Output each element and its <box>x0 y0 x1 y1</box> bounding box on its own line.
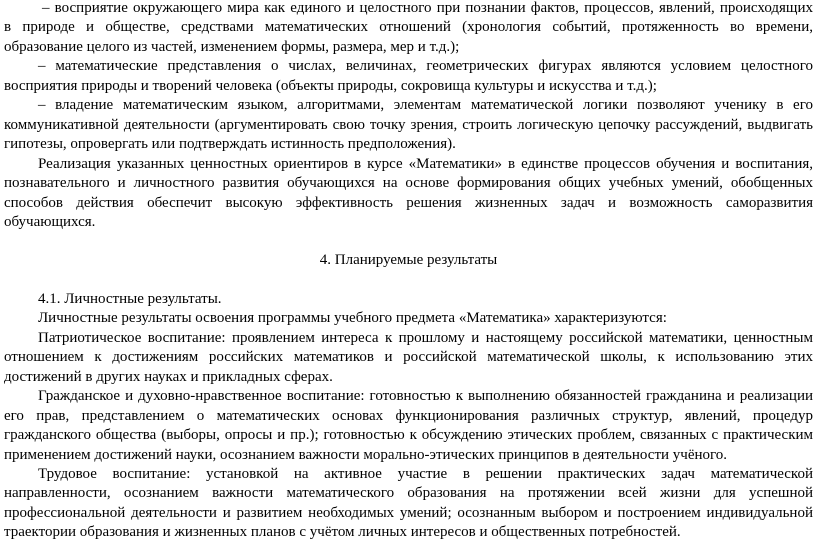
text-line: Трудовое воспитание: установкой на активное участие в решении практических задач математической <box>38 465 813 482</box>
text-line: коммуникативной деятельности (аргументировать свою точку зрения, строить логическую цепочку рассуждений, выдвигать <box>4 116 813 133</box>
text-line: – математические представления о числах, величинах, геометрических фигурах являются условием целостного <box>38 58 813 75</box>
text-line: гражданского общества (выборы, опросы и пр.); готовностью к обсуждению этических проблем, связанных с практическим <box>4 427 813 444</box>
text-line: достижений в других науках и прикладных сферах. <box>4 368 333 385</box>
subsection-heading: 4.1. Личностные результаты. <box>38 290 222 307</box>
text-line: Гражданское и духовно-нравственное воспитание: готовностью к выполнению обязанностей гражданина и реализации <box>38 388 813 405</box>
text-line: Реализация указанных ценностных ориентиров в курсе «Математики» в единстве процессов обучения и воспитания, <box>38 155 813 172</box>
intro-line: Личностные результаты освоения программы учебного предмета «Математика» характеризуются: <box>38 310 667 327</box>
section-heading: 4. Планируемые результаты <box>319 252 498 269</box>
text-line: гипотезы, опровергать или подтверждать истинность предположения). <box>4 136 456 153</box>
paragraph-patriotic <box>4 329 813 387</box>
text-line: его прав, представлением о математических основах функционирования различных структур, явлений, процедур <box>4 407 813 424</box>
list-item-language <box>4 96 813 154</box>
list-item-perception <box>4 0 813 57</box>
text-line: применением достижений науки, осознанием важности морально-этических принципов в деятельности учёного. <box>4 446 728 463</box>
text-line: образование целого из частей, изменением формы, размера, мер и т.д.); <box>4 38 460 55</box>
text-line: – восприятие окружающего мира как единого и целостного при познании фактов, процессов, явлений, происходящих <box>42 0 813 16</box>
paragraph-civic <box>4 387 813 465</box>
text-line: направленности, осознанием важности математического образования на протяжении всей жизни для успешной <box>4 485 813 502</box>
text-line: отношением к достижениям российских математиков и российской математической школы, к использованию этих <box>4 349 813 366</box>
text-line: Патриотическое воспитание: проявлением интереса к прошлому и настоящему российской математики, ценностным <box>38 329 813 346</box>
paragraph-realization <box>4 155 813 233</box>
text-line: траектории образования и жизненных планов с учётом личных интересов и общественных потребностей. <box>4 524 681 541</box>
text-line: познавательного и личностного развития обучающихся на основе формирования общих учебных умений, обобщенных <box>4 175 813 192</box>
text-line: – владение математическим языком, алгоритмами, элементам математической логики позволяют ученику в его <box>38 97 813 114</box>
list-item-representations <box>4 57 813 96</box>
text-line: обучающихся. <box>4 213 96 230</box>
paragraph-labor <box>4 465 813 543</box>
text-line: восприятия природы и творений человека (объекты природы, сокровища культуры и искусства и т.д.); <box>4 77 657 94</box>
text-line: профессиональной деятельности и развитием необходимых умений; осознанным выбором и построением индивидуальной <box>4 504 813 521</box>
text-line: в природе и обществе, средствами математических отношений (хронология событий, протяженность во времени, <box>4 19 813 36</box>
text-line: способов действия обеспечит высокую эффективность решения жизненных задач и возможность саморазвития <box>4 194 813 211</box>
